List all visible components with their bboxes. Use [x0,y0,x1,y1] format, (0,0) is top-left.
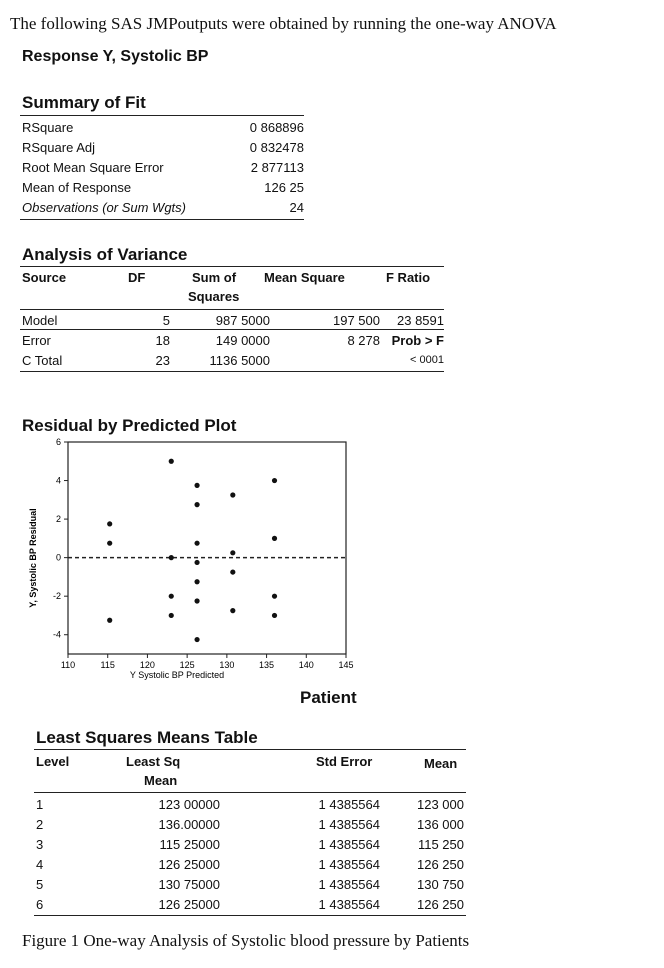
y-tick-label: 6 [55,437,61,447]
lsm-header-level: Level [36,754,70,769]
anova-ss: 1136 5000 [209,352,270,368]
x-tick-label: 130 [219,660,235,670]
table-row [36,874,464,894]
summary-of-fit-table [22,117,304,217]
lsm-mean: 136 000 [417,816,464,832]
lsm-value: 126 25000 [158,896,220,912]
residual-point [230,492,235,497]
anova-header-ms: Mean Square [264,270,345,285]
lsm-header-lsm-2: Mean [144,773,178,788]
anova-header-ss-1: Sum of [192,270,237,285]
table-row [22,117,304,137]
anova-ms [270,350,380,370]
lsm-se: 1 4385564 [318,896,380,912]
anova-source: Model [22,312,58,328]
lsm-se: 1 4385564 [318,796,380,812]
lsm-se: 1 4385564 [318,836,380,852]
summary-value: 0 832478 [249,139,304,155]
lsm-value: 136.00000 [158,816,220,832]
anova-top-rule [20,266,444,267]
summary-value: 126 25 [264,179,304,195]
table-row [22,137,304,157]
summary-label: Root Mean Square Error [22,159,164,175]
lsm-mean: 126 250 [417,856,464,872]
residual-point [272,613,277,618]
anova-ss: 149 0000 [215,332,270,348]
y-tick-label: 4 [55,475,61,486]
anova-header-df: DF [128,270,146,285]
residual-point [272,536,277,541]
lsm-value: 126 25000 [158,856,220,872]
residual-point [107,521,112,526]
residual-point [169,459,174,464]
lsm-top-rule [34,749,466,750]
summary-label: Observations (or Sum Wgts) [22,199,186,215]
lsm-mean: 130 750 [417,876,464,892]
residual-point [272,478,277,483]
lsm-header-rule [34,792,466,793]
lsm-header-se: Std Error [316,754,373,769]
x-tick-label: 140 [298,660,314,670]
anova-header-ss-2: Squares [188,289,240,304]
anova-ms: 197 500 [333,312,380,328]
residual-point [230,608,235,613]
table-row [36,834,464,854]
table-row [22,197,304,217]
anova-source: C Total [22,352,63,368]
table-row [36,814,464,834]
lsm-value: 123 00000 [158,796,220,812]
lsm-level: 2 [36,816,44,832]
anova-prob-label: Prob > F [391,332,444,348]
lsm-se: 1 4385564 [318,876,380,892]
anova-ms: 8 278 [347,332,380,348]
lsm-level: 1 [36,796,44,812]
summary-bottom-rule [20,219,304,220]
anova-df: 18 [155,332,170,348]
summary-value: 2 877113 [250,159,304,175]
residual-point [169,594,174,599]
summary-label: Mean of Response [22,179,132,195]
lsm-level: 5 [36,876,44,892]
residual-point [194,502,199,507]
residual-point [194,560,199,565]
residual-point [194,598,199,603]
intro-text: The following SAS JMPoutputs were obtained by running the one-way ANOVA [10,14,557,33]
anova-title: Analysis of Variance [22,245,188,264]
x-axis-label: Y Systolic BP Predicted [129,670,225,680]
table-row [36,854,464,874]
y-tick-label: -4 [52,629,61,640]
x-tick-label: 120 [139,660,155,670]
lsm-mean: 123 000 [417,796,464,812]
residual-point [272,594,277,599]
plot-title: Residual by Predicted Plot [22,416,237,435]
residual-point [194,637,199,642]
residual-point [194,541,199,546]
residual-point [194,579,199,584]
lsm-value: 115 25000 [159,836,220,852]
table-row [36,794,464,814]
anova-table [22,310,444,370]
x-tick-label: 145 [338,660,354,670]
figure-caption: Figure 1 One-way Analysis of Systolic blood pressure by Patients [22,931,470,950]
lsm-title: Least Squares Means Table [36,728,258,747]
residual-point [107,541,112,546]
table-row [22,310,444,330]
patient-label: Patient [300,688,357,707]
anova-bottom-rule [20,371,444,372]
anova-f: 23 8591 [397,312,444,328]
summary-of-fit-title: Summary of Fit [22,93,146,112]
residual-point [169,613,174,618]
lsm-level: 6 [36,896,44,912]
residual-point [169,555,174,560]
lsm-level: 4 [36,856,44,872]
anova-row-rule [20,329,444,330]
lsm-header-lsm-1: Least Sq [126,754,181,769]
x-tick-label: 125 [179,660,195,670]
lsm-se: 1 4385564 [318,816,380,832]
lsm-bottom-rule [34,915,466,916]
summary-label: RSquare Adj [22,139,95,155]
table-row [36,894,464,914]
y-tick-label: -2 [52,591,61,602]
residual-plot [0,436,380,696]
anova-header-f: F Ratio [386,270,431,285]
y-axis-label: Y, Systolic BP Residual [28,508,38,608]
anova-ss: 987 5000 [215,312,270,328]
anova-df: 5 [162,312,170,328]
table-row [22,350,444,370]
anova-header-source: Source [22,270,67,285]
residual-point [107,618,112,623]
table-row [22,330,444,350]
table-row [22,177,304,197]
lsm-header-mean: Mean [424,756,458,771]
lsm-level: 3 [36,836,44,852]
response-title: Response Y, Systolic BP [22,48,209,65]
residual-point [230,550,235,555]
anova-source: Error [22,332,51,348]
lsm-mean: 126 250 [417,896,464,912]
residual-point [194,483,199,488]
lsm-mean: 115 250 [417,836,464,852]
lsm-table [36,794,464,914]
lsm-value: 130 75000 [158,876,220,892]
anova-df: 23 [155,352,170,368]
table-row [22,157,304,177]
summary-value: 24 [289,199,304,215]
y-tick-label: 2 [55,514,61,525]
summary-top-rule [20,115,304,116]
summary-label: RSquare [22,119,74,135]
y-tick-label: 0 [55,552,61,563]
x-tick-label: 115 [100,660,115,670]
x-tick-label: 110 [60,660,76,670]
anova-prob-value: < 0001 [410,354,444,366]
summary-value: 0 868896 [249,119,304,135]
x-tick-label: 135 [259,660,275,670]
residual-point [230,569,235,574]
lsm-se: 1 4385564 [318,856,380,872]
